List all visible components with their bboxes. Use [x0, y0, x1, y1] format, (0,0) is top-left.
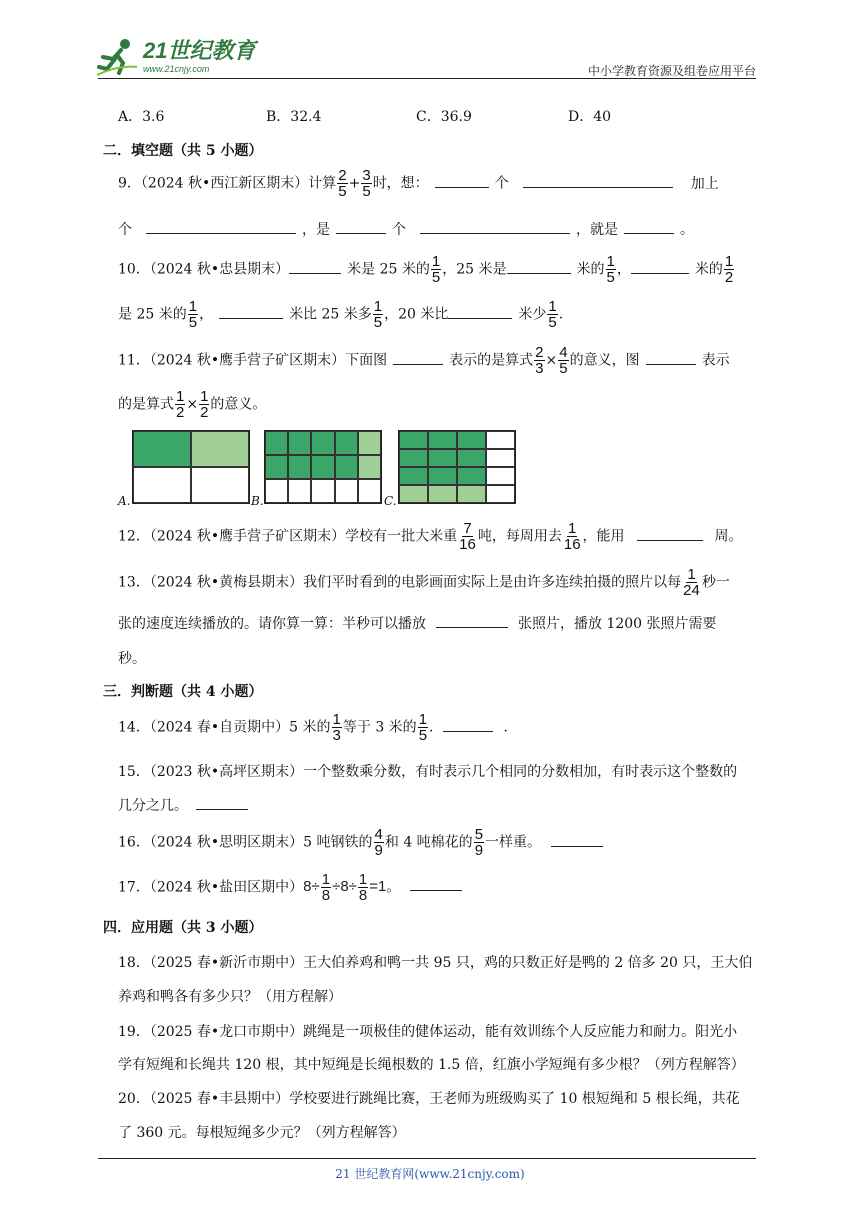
fraction: $\frac{4}{5}$ [559, 344, 568, 377]
fraction: $\frac{1}{8}$ [321, 871, 331, 904]
footer-link[interactable]: 21 世纪教育网(www.21cnjy.com) [335, 1167, 525, 1181]
fraction: $\frac{1}{5}$ [431, 253, 441, 286]
fraction: $\frac{1}{5}$ [188, 298, 198, 331]
q12-line: 12．（2024 秋•鹰手营子矿区期末）学校有一批大米重 $\frac{7}{16}$ 吨，每周用去 $\frac{1}{16}$ ，能用 周。 [118, 520, 743, 553]
logo-url: www.21cnjy.com [143, 64, 210, 74]
answer-blank[interactable] [435, 175, 489, 188]
answer-blank[interactable] [631, 261, 689, 274]
runner-logo-icon [95, 37, 139, 77]
fraction: $\frac{1}{3}$ [332, 711, 341, 744]
option-d: D．40 [568, 109, 612, 125]
fraction: $\frac{2}{3}$ [535, 344, 544, 377]
q13-line1: 13．（2024 秋•黄梅县期末）我们平时看到的电影画面实际上是由许多连续拍摄的照片以每 $\frac{1}{24}$ 秒一 [118, 566, 730, 599]
q18-line1: 18．（2025 春•新沂市期中）王大伯养鸡和鸭一共 95 只，鸡的只数正好是鸭的 2 倍多 20 只，王大伯 [118, 955, 753, 971]
figure-b-label: B. [251, 494, 264, 508]
answer-blank[interactable] [336, 221, 386, 234]
fraction: $\frac{1}{5}$ [418, 711, 428, 744]
header-divider [98, 78, 756, 79]
section-fill-blank: 二．填空题（共 5 小题） [103, 143, 263, 159]
answer-blank[interactable] [507, 261, 571, 274]
fraction: $\frac{2}{5}$ [338, 167, 347, 200]
fraction: $\frac{3}{5}$ [362, 167, 371, 200]
answer-blank[interactable] [436, 615, 508, 628]
fraction: $\frac{1}{5}$ [548, 298, 557, 331]
q10-line1: 10．（2024 秋•忠县期末） 米是 25 米的 $\frac{1}{5}$ ，25 米是 米的 $\frac{1}{5}$ ， 米的 $\frac{1}{2}$ [118, 253, 734, 286]
answer-blank[interactable] [637, 528, 703, 541]
fraction: $\frac{1}{2}$ [200, 388, 209, 421]
section-judge: 三．判断题（共 4 小题） [103, 684, 263, 700]
option-a: A．3.6 [118, 109, 165, 125]
q16-line: 16．（2024 秋•思明区期末）5 吨钢铁的 $\frac{4}{9}$ 和 4 吨棉花的 $\frac{5}{9}$ 一样重。 [118, 827, 609, 858]
q9-line1: 9．（2024 秋•西江新区期末）计算 $\frac{2}{5}$ + $\frac{3}{5}$ 时，想： 个 加上 [118, 167, 719, 200]
header-platform-text: 中小学教育资源及组卷应用平台 [587, 64, 756, 78]
logo-title: 21世纪教育 [143, 38, 256, 63]
site-logo [95, 35, 255, 79]
answer-blank[interactable] [523, 175, 673, 188]
answer-blank[interactable] [393, 352, 443, 365]
fraction: $\frac{7}{16}$ [459, 520, 476, 553]
footer-divider [98, 1158, 756, 1159]
figure-a-label: A. [118, 494, 131, 508]
answer-blank[interactable] [624, 221, 674, 234]
fraction: $\frac{1}{2}$ [176, 388, 185, 421]
figure-c[interactable] [398, 430, 516, 504]
fraction: $\frac{1}{8}$ [358, 871, 368, 904]
answer-blank[interactable] [410, 878, 462, 891]
q18-line2: 养鸡和鸭各有多少只？（用方程解） [118, 989, 342, 1005]
fraction: $\frac{1}{24}$ [683, 566, 700, 599]
q10-line2: 是 25 米的 $\frac{1}{5}$ ， 米比 25 米多 $\frac{1}{5}$ ，20 米比 米少 $\frac{1}{5}$ . [118, 298, 564, 331]
answer-blank[interactable] [196, 797, 248, 810]
figure-c-label: C. [384, 494, 397, 508]
figure-b[interactable] [264, 430, 382, 504]
option-c: C．36.9 [416, 109, 472, 125]
fraction: $\frac{1}{5}$ [606, 253, 615, 286]
q9-line2: 个 ，是 个 ，就是 。 [118, 222, 694, 238]
q19-line1: 19．（2025 春•龙口市期中）跳绳是一项极佳的健体运动，能有效训练个人反应能力和耐力。阳光小 [118, 1024, 738, 1040]
q13-line2: 张的速度连续播放的。请你算一算：半秒可以播放 张照片，播放 1200 张照片需要 [118, 616, 717, 632]
answer-blank[interactable] [443, 719, 493, 732]
fraction: $\frac{1}{2}$ [724, 253, 734, 286]
q19-line2: 学有短绳和长绳共 120 根，其中短绳是长绳根数的 1.5 倍，红旗小学短绳有多少根？（列方程解答） [118, 1057, 745, 1073]
q20-line1: 20．（2025 春•丰县期中）学校要进行跳绳比赛，王老师为班级购买了 10 根短绳和 5 根长绳，共花 [118, 1091, 740, 1107]
fraction: $\frac{4}{9}$ [374, 826, 383, 859]
q17-line: 17．（2024 秋•盐田区期中）8÷ $\frac{1}{8}$ ÷8÷ $\frac{1}{8}$ =1。 [118, 872, 468, 903]
answer-blank[interactable] [219, 306, 283, 319]
fraction: $\frac{1}{16}$ [563, 520, 581, 553]
fraction: $\frac{1}{5}$ [373, 298, 383, 331]
figure-a[interactable] [132, 430, 250, 504]
q11-line2: 的是算式 $\frac{1}{2}$ × $\frac{1}{2}$ 的意义。 [118, 388, 267, 421]
option-b: B．32.4 [266, 109, 322, 125]
fraction: $\frac{5}{9}$ [474, 826, 484, 859]
q14-line: 14．（2024 春•自贡期中）5 米的 $\frac{1}{3}$ 等于 3 米的 $\frac{1}{5}$ . . [118, 711, 508, 744]
q13-line3: 秒。 [118, 651, 146, 667]
answer-blank[interactable] [420, 221, 570, 234]
answer-blank[interactable] [551, 834, 603, 847]
equation-image: 8÷ $\frac{1}{8}$ ÷8÷ $\frac{1}{8}$ =1 [303, 871, 387, 904]
q11-line1: 11．（2024 秋•鹰手营子矿区期末）下面图 表示的是算式 $\frac{2}{3}$ × $\frac{4}{5}$ 的意义，图 表示 [118, 344, 730, 377]
answer-blank[interactable] [646, 352, 696, 365]
q20-line2: 了 360 元。每根短绳多少元？（列方程解答） [118, 1125, 406, 1141]
answer-blank[interactable] [289, 261, 341, 274]
section-application: 四．应用题（共 3 小题） [103, 920, 263, 936]
q15-line2: 几分之几。 [118, 795, 254, 815]
q8-options [118, 106, 611, 126]
q15-line1: 15．（2023 秋•高坪区期末）一个整数乘分数，有时表示几个相同的分数相加，有时表示这个整数的 [118, 764, 738, 780]
answer-blank[interactable] [146, 221, 296, 234]
answer-blank[interactable] [448, 306, 512, 319]
